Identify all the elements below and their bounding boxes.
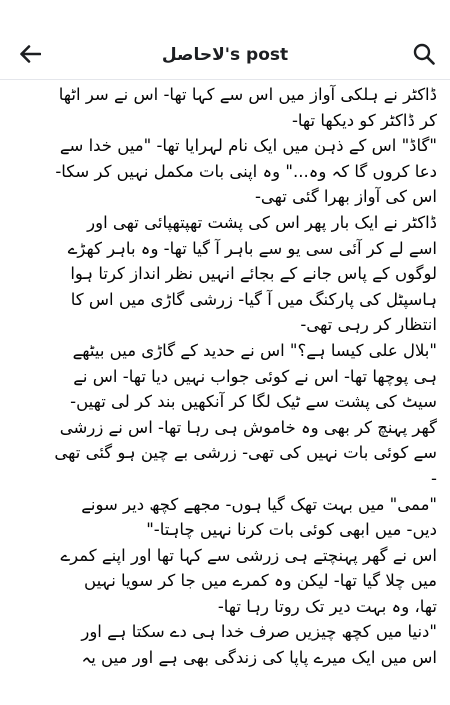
post-text-line: اسے لے کر آئی سی یو سے باہر آ گیا تھا- وہ باہر کھڑے: [67, 238, 437, 258]
post-text-line: دعا کروں گا کہ وہ..." وہ اپنی بات مکمل نہیں کر سکا-: [55, 161, 437, 181]
post-text-line: دیں- میں ابھی کوئی بات کرنا نہیں چاہتا-": [146, 520, 437, 540]
arrow-left-icon: [19, 45, 41, 63]
page-title: لاحاصل's post: [161, 45, 289, 65]
post-text-line: اس کی آواز بھرا گئی تھی-: [254, 187, 437, 207]
post-text-line: "دنیا میں کچھ چیزیں صرف خدا ہی دے سکتا ہے اور: [81, 622, 437, 642]
post-text-line: ہاسپٹل کی پارکنگ میں آ گیا- زرشی گاڑی میں اس کا: [70, 289, 437, 309]
back-button[interactable]: [12, 40, 48, 68]
post-text-line: میں چلا گیا تھا- لیکن وہ کمرے میں جا کر سویا نہیں: [84, 571, 437, 591]
post-text-line: انتظار کر رہی تھی-: [300, 315, 437, 335]
post-text-line: اس میں ایک میرے پاپا کی زندگی بھی ہے اور میں یہ: [81, 648, 437, 668]
post-text-line: کر ڈاکٹر کو دیکھا تھا-: [291, 110, 437, 130]
post-text-line: اس نے گھر پہنچتے ہی زرشی سے کہا تھا اور اپنے کمرے: [60, 545, 437, 565]
search-icon: [413, 43, 435, 65]
post-text-line: گھر پہنچ کر بھی وہ خاموش ہی رہا تھا- اس نے زرشی: [59, 417, 437, 437]
post-text-line: -: [431, 468, 437, 488]
post-text-line: تھا، وہ بہت دیر تک روتا رہا تھا-: [217, 596, 437, 616]
post-text-line: ڈاکٹر نے ہلکی آواز میں اس سے کہا تھا- اس نے سر اٹھا: [58, 85, 437, 104]
post-content: [0, 82, 450, 705]
post-text-line: ڈاکٹر نے ایک بار پھر اس کی پشت تھپتھپائی تھی اور: [87, 212, 437, 232]
top-app-bar: [0, 0, 450, 80]
post-text-line: "بلال علی کیسا ہے؟" اس نے حدید کے گاڑی میں بیٹھے: [72, 340, 437, 360]
post-text-line: سے کوئی بات نہیں کی تھی- زرشی بے چین ہو گئی تھی: [54, 443, 437, 463]
post-text-line: ہی پوچھا تھا- اس نے کوئی جواب نہیں دیا تھا- اس نے: [73, 366, 437, 386]
post-text-line: لوگوں کے پاس جانے کے بجائے انہیں نظر انداز کرتا ہوا: [70, 264, 437, 284]
post-text-line: "گاڈ" اس کے ذہن میں ایک نام لہرایا تھا- "میں خدا سے: [59, 136, 437, 156]
post-body-text: [0, 82, 450, 671]
search-button[interactable]: [408, 40, 440, 68]
post-text-line: سیٹ کی پشت سے ٹیک لگا کر آنکھیں بند کر لی تھیں-: [70, 392, 437, 412]
post-text-line: "ممی" میں بہت تھک گیا ہوں- مجھے کچھ دیر سونے: [81, 494, 437, 514]
